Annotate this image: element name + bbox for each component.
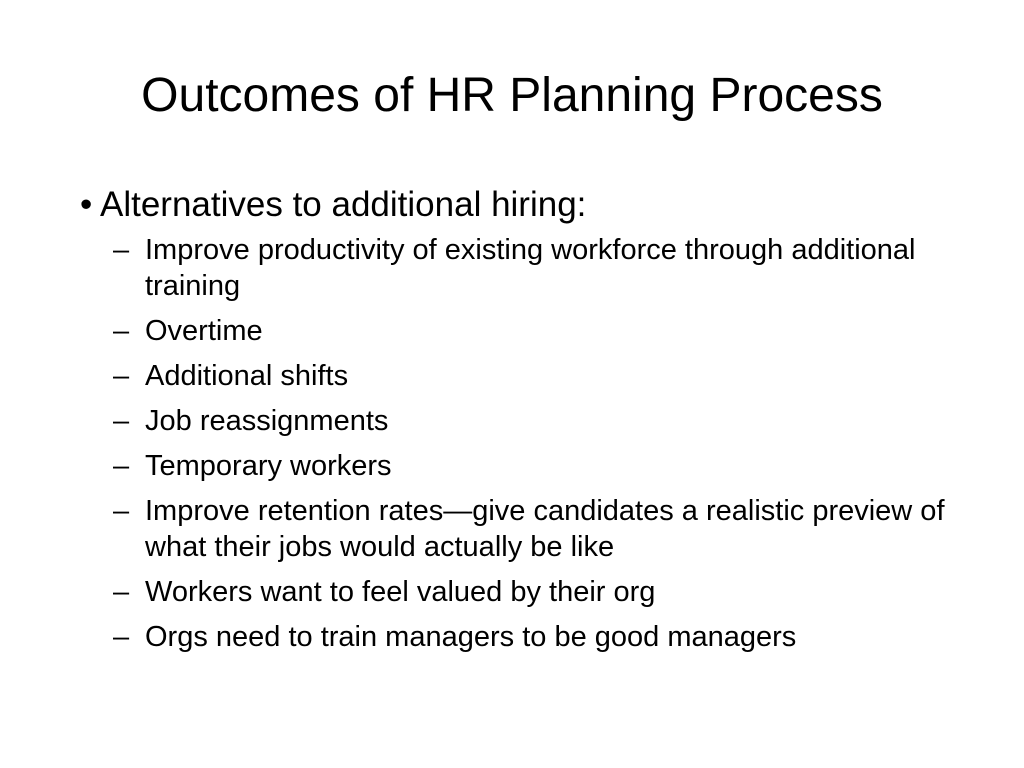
sub-bullet-item bbox=[113, 403, 960, 439]
slide-title: Outcomes of HR Planning Process bbox=[141, 69, 883, 122]
bullet-marker: • bbox=[80, 185, 93, 224]
sub-bullet-text: Additional shifts bbox=[145, 360, 349, 392]
dash-marker: – bbox=[113, 450, 130, 482]
main-bullet bbox=[80, 180, 960, 230]
dash-marker: – bbox=[113, 234, 130, 266]
dash-marker: – bbox=[113, 360, 130, 392]
dash-marker: – bbox=[113, 576, 130, 608]
dash-marker: – bbox=[113, 315, 130, 347]
sub-bullet-list bbox=[113, 232, 960, 655]
sub-bullet-item bbox=[113, 358, 960, 394]
sub-bullet-item bbox=[113, 619, 960, 655]
dash-marker: – bbox=[113, 405, 130, 437]
sub-bullet-item bbox=[113, 232, 960, 304]
sub-bullet-item bbox=[113, 493, 960, 565]
sub-bullet-text: Workers want to feel valued by their org bbox=[145, 576, 656, 608]
sub-bullet-text: Orgs need to train managers to be good managers bbox=[145, 621, 797, 653]
sub-bullet-text: Improve productivity of existing workforce through additional training bbox=[145, 234, 916, 302]
sub-bullet-text: Overtime bbox=[145, 315, 263, 347]
sub-bullet-text: Job reassignments bbox=[145, 405, 389, 437]
sub-bullet-item bbox=[113, 574, 960, 610]
slide-body bbox=[80, 180, 960, 664]
dash-marker: – bbox=[113, 495, 130, 527]
sub-bullet-text: Improve retention rates—give candidates a realistic preview of what their jobs would actually be like bbox=[145, 495, 945, 563]
main-bullet-text: Alternatives to additional hiring: bbox=[100, 185, 587, 224]
sub-bullet-item bbox=[113, 313, 960, 349]
sub-bullet-item bbox=[113, 448, 960, 484]
dash-marker: – bbox=[113, 621, 130, 653]
sub-bullet-text: Temporary workers bbox=[145, 450, 392, 482]
